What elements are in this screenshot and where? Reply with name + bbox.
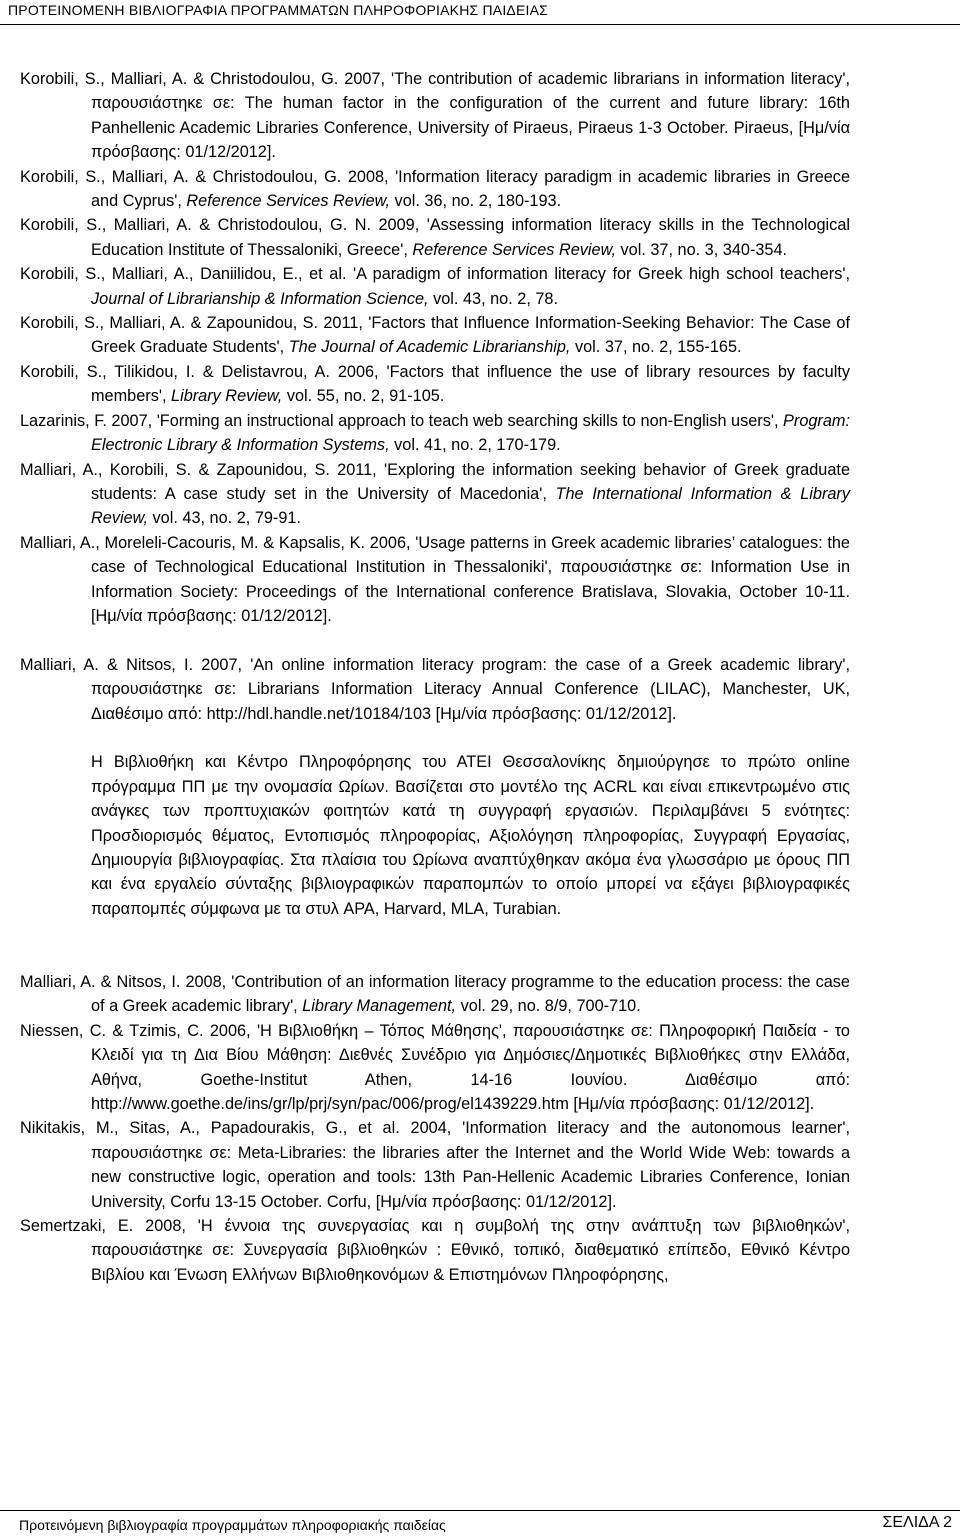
reference-entry: Niessen, C. & Tzimis, C. 2006, 'Η Βιβλιοθήκη – Τόπος Μάθησης', παρουσιάστηκε σε: Πληροφορική Παιδεία - το Κλειδί για τη Δια Βίου Μάθηση: Διεθνές Συνέδριο για Δημόσιες/Δημοτικές Βιβλιοθήκες στην Ελλάδα, Αθήνα, Goethe-Institut Athen, 14-16 Ιουνίου. Διαθέσιμο από: http://www.goethe.de/ins/gr/lp/prj/syn/pac/006/prog/el1439229.htm [Ημ/νία πρόσβασης: 01/12/2012]. [20,1021,850,1114]
reference-entry: Lazarinis, F. 2007, 'Forming an instructional approach to teach web searching skills to non-English users', Program: Electronic Library & Information Systems, vol. 41, no. 2, 170-179. [20,411,850,455]
header-title: ΠΡΟΤΕΙΝΟΜΕΝΗ ΒΙΒΛΙΟΓΡΑΦΙΑ ΠΡΟΓΡΑΜΜΑΤΩΝ ΠΛΗΡΟΦΟΡΙΑΚΗΣ ΠΑΙΔΕΙΑΣ [8,2,548,18]
reference-entry: Malliari, A., Moreleli-Cacouris, M. & Kapsalis, K. 2006, 'Usage patterns in Greek academic libraries’ catalogues: the case of Technological Educational Institution in Thessaloniki', παρουσιάστηκε σε: Information Use in Information Society: Proceedings of the International conference Bratislava, Slovakia, October 10-11. [Ημ/νία πρόσβασης: 01/12/2012]. [20,533,850,625]
page-footer [0,1510,960,1536]
reference-entry: Korobili, S., Malliari, A. & Christodoulou, G. 2007, 'The contribution of academic librarians in information literacy', παρουσιάστηκε σε: The human factor in the configuration of the current and future library: 16th Panhellenic Academic Libraries Conference, University of Piraeus, Piraeus 1-3 October. Piraeus, [Ημ/νία πρόσβασης: 01/12/2012]. [20,70,850,162]
page-header [0,0,960,25]
reference-entry: Nikitakis, M., Sitas, A., Papadourakis, G., et al. 2004, 'Information literacy and the autonomous learner', παρουσιάστηκε σε: Meta-Libraries: the libraries after the Internet and the World Wide Web: towards a new constructive logic, operation and tools: 13th Pan-Hellenic Academic Libraries Conference, Ionian University, Corfu 13-15 October. Corfu, [Ημ/νία πρόσβασης: 01/12/2012]. [20,1119,850,1211]
page-number: ΣΕΛΙΔΑ 2 [882,1514,952,1531]
reference-entry: Korobili, S., Malliari, A. & Christodoulou, G. 2008, 'Information literacy paradigm in academic libraries in Greece and Cyprus', Reference Services Review, vol. 36, no. 2, 180-193. [20,167,850,211]
reference-entry: Korobili, S., Malliari, A. & Zapounidou, S. 2011, 'Factors that Influence Information-Seeking Behavior: The Case of Greek Graduate Students', The Journal of Academic Librarianship, vol. 37, no. 2, 155-165. [20,314,850,357]
annotation-paragraph: Η Βιβλιοθήκη και Κέντρο Πληροφόρησης του ΑΤΕΙ Θεσσαλονίκης δημιούργησε το πρώτο online πρόγραμμα ΠΠ με την ονομασία Ωρίων. Βασίζεται στο μοντέλο της ACRL και είναι επικεντρωμένο στις ανάγκες των προπτυχιακών φοιτητών κατά τη συγγραφή εργασιών. Περιλαμβάνει 5 ενότητες: Προσδιορισμός θέματος, Εντοπισμός πληροφορίας, Αξιολόγηση πληροφορίας, Συγγραφή Εργασίας, Δημιουργία βιβλιογραφίας. Στα πλαίσια του Ωρίωνα αναπτύχθηκαν ακόμα ένα γλωσσάριο με όρους ΠΠ και ένα εργαλείο σύνταξης βιβλιογραφικών παραπομπών το οποίο μπορεί να εξάγει βιβλιογραφικές παραπομπές σύμφωνα με τα στυλ APA, Harvard, MLA, Turabian. [91,753,850,918]
reference-entry: Malliari, A., Korobili, S. & Zapounidou, S. 2011, 'Exploring the information seeking behavior of Greek graduate students: A case study set in the University of Macedonia', The International Information & Library Review, vol. 43, no. 2, 79-91. [20,460,850,528]
reference-entry: Malliari, A. & Nitsos, I. 2007, 'An online information literacy program: the case of a Greek academic library', παρουσιάστηκε σε: Librarians Information Literacy Annual Conference (LILAC), Manchester, UK, Διαθέσιμο από: http://hdl.handle.net/10184/103 [Ημ/νία πρόσβασης: 01/12/2012]. [20,655,850,723]
reference-entry: Malliari, A. & Nitsos, I. 2008, 'Contribution of an information literacy programme to the education process: the case of a Greek academic library', Library Management, vol. 29, no. 8/9, 700-710. [20,972,850,1016]
bibliography [20,67,850,1287]
reference-entry: Korobili, S., Malliari, A. & Christodoulou, G. N. 2009, 'Assessing information literacy skills in the Technological Education Institute of Thessaloniki, Greece', Reference Services Review, vol. 37, no. 3, 340-354. [20,216,850,259]
footer-title: Προτεινόμενη βιβλιογραφία προγραμμάτων πληροφοριακής παιδείας [19,1517,446,1533]
reference-entry: Korobili, S., Malliari, A., Daniilidou, E., et al. 'A paradigm of information literacy for Greek high school teachers', Journal of Librarianship & Information Science, vol. 43, no. 2, 78. [20,265,850,308]
reference-entry: Korobili, S., Tilikidou, I. & Delistavrou, A. 2006, 'Factors that influence the use of library resources by faculty members', Library Review, vol. 55, no. 2, 91-105. [20,362,850,406]
reference-entry: Semertzaki, E. 2008, 'Η έννοια της συνεργασίας και η συμβολή της στην ανάπτυξη των βιβλιοθηκών', παρουσιάστηκε σε: Συνεργασία βιβλιοθηκών : Εθνικό, τοπικό, διαθεματικό επίπεδο, Εθνικό Κέντρο Βιβλίου και Ένωση Ελλήνων Βιβλιοθηκονόμων & Επιστημόνων Πληροφόρησης, [20,1217,850,1284]
